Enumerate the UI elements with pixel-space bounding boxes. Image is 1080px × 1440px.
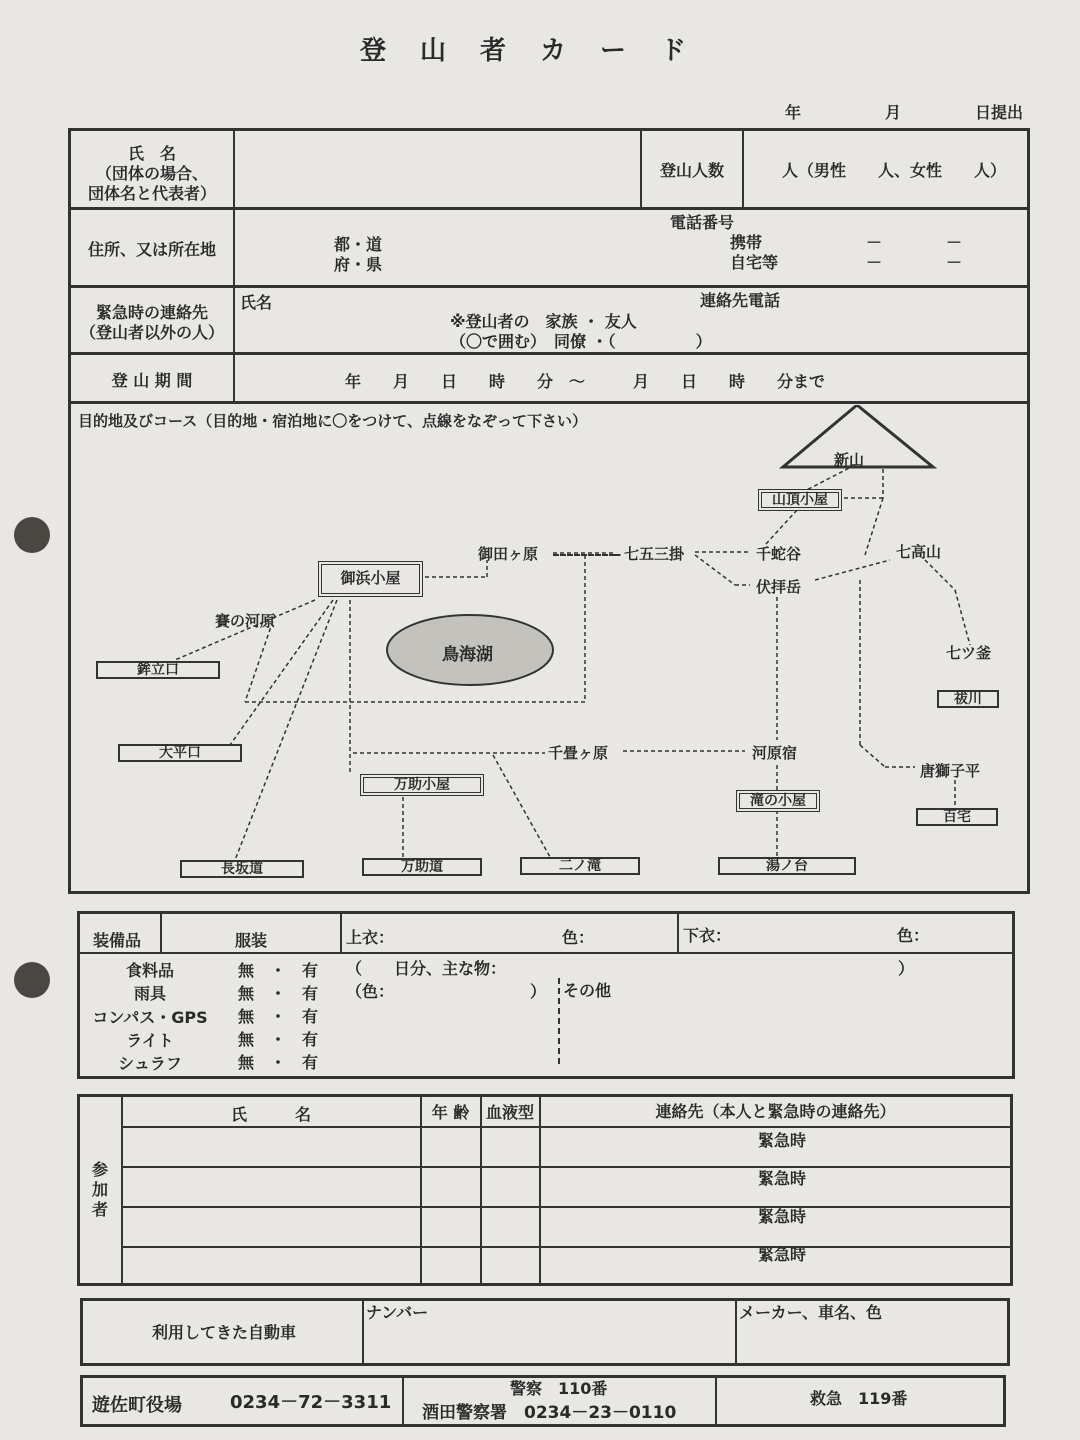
prefecture-option[interactable]: 都・道 (334, 235, 383, 254)
label-karajishi: 唐獅子平 (920, 762, 981, 780)
upper-color-label: 色： (562, 928, 595, 947)
lower-wear-label: 下衣： (683, 926, 732, 945)
item-compass: コンパス・GPS (92, 1008, 208, 1027)
label-shichigosan: 七五三掛 (624, 545, 685, 563)
participant-age-header: 年 齢 (431, 1103, 470, 1122)
car-number-label: ナンバー (366, 1303, 429, 1322)
row-line (122, 1246, 1011, 1248)
item-food: 食料品 (125, 961, 174, 980)
emergency-label: 緊急時 (758, 1169, 807, 1188)
divider (420, 1096, 422, 1284)
place-hokodate[interactable]: 鉾立口 (96, 661, 220, 679)
row-line (70, 352, 1028, 355)
page-title: 登山者カード (359, 36, 720, 66)
label-kawarajuku: 河原宿 (752, 744, 798, 762)
row-line (122, 1166, 1011, 1168)
label-sainokawara: 賽の河原 (215, 612, 276, 630)
emergency-label: 緊急時の連絡先 (95, 303, 208, 322)
place-hyakuzuke[interactable]: 百宅 (916, 808, 998, 826)
emergency-label-sub: （登山者以外の人） (79, 323, 224, 342)
binder-hole (14, 962, 50, 998)
item-sleeping-bag: シュラフ (118, 1054, 182, 1073)
place-mansuke-hut[interactable]: 万助小屋 (360, 774, 484, 796)
item-raingear-choice[interactable]: 無 ・ 有 (238, 984, 319, 1003)
period-field[interactable]: 年 月 日 時 分 ～ 月 日 時 分まで (345, 372, 826, 391)
place-nagasaka[interactable]: 長坂道 (180, 860, 304, 878)
mobile-label: 携帯 (730, 233, 763, 252)
climber-count-label: 登山人数 (659, 161, 724, 180)
item-food-choice[interactable]: 無 ・ 有 (238, 961, 319, 980)
period-label: 登 山 期 間 (111, 371, 193, 390)
label-nanatsugama: 七ツ釜 (946, 644, 992, 662)
emergency-label: 緊急時 (758, 1207, 807, 1226)
date-day: 日提出 (975, 103, 1024, 122)
divider (160, 913, 162, 953)
item-compass-choice[interactable]: 無 ・ 有 (238, 1007, 319, 1026)
place-sancho-hut[interactable]: 山頂小屋 (758, 489, 842, 511)
row-line (122, 1126, 1011, 1128)
participant-blood-header: 血液型 (485, 1103, 534, 1122)
divider (340, 913, 342, 953)
place-ninotaki[interactable]: 二ノ滝 (520, 857, 640, 875)
course-map (75, 405, 1025, 890)
item-food-note[interactable]: （ 日分、主な物： ） (346, 959, 915, 978)
participant-name-header: 氏 名 (230, 1105, 311, 1124)
item-raingear-note[interactable]: （色： ） (346, 982, 547, 1001)
row-line (70, 401, 1028, 404)
car-label: 利用してきた自動車 (152, 1323, 297, 1342)
divider (539, 1096, 541, 1284)
label-mitagahara: 御田ヶ原 (478, 545, 539, 563)
divider (735, 1300, 737, 1364)
town-office-label: 遊佐町役場 (92, 1395, 182, 1416)
prefecture-option[interactable]: 府・県 (334, 255, 383, 274)
item-light-choice[interactable]: 無 ・ 有 (238, 1030, 319, 1049)
item-sleeping-bag-choice[interactable]: 無 ・ 有 (238, 1053, 319, 1072)
place-yunodai[interactable]: 湯ノ台 (718, 857, 856, 875)
place-mihama-hut[interactable]: 御浜小屋 (318, 561, 423, 597)
climber-count-field[interactable]: 人（男性 人、女性 人） (782, 161, 1007, 180)
row-line (70, 207, 1028, 210)
phone-label: 電話番号 (670, 213, 735, 232)
emergency-label: 緊急時 (758, 1131, 807, 1150)
divider (480, 1096, 482, 1284)
name-field[interactable] (236, 132, 638, 206)
place-mansuke-road[interactable]: 万助道 (362, 858, 482, 876)
name-label: 氏 名 (127, 144, 176, 163)
name-label-sub: 団体名と代表者） (87, 184, 216, 203)
divider (677, 913, 679, 953)
place-takinokoya[interactable]: 滝の小屋 (736, 790, 820, 812)
place-hoegawa[interactable]: 祓川 (937, 690, 999, 708)
item-raingear: 雨具 (133, 984, 166, 1003)
participants-label: 参加者 (92, 1160, 109, 1219)
upper-wear-label: 上衣： (346, 928, 395, 947)
mobile-field[interactable]: － － (866, 233, 963, 252)
course-heading: 目的地及びコース（目的地・宿泊地に〇をつけて、点線をなぞって下さい） (78, 412, 587, 430)
emergency-label: 緊急時 (758, 1245, 807, 1264)
label-fushiogami: 伏拝岳 (756, 578, 802, 596)
other-divider (558, 978, 560, 1064)
equipment-label: 装備品 (93, 931, 142, 950)
car-maker-label: メーカー、車名、色 (739, 1303, 883, 1322)
map-peak: 新山 (834, 451, 865, 469)
clothing-label: 服装 (235, 931, 268, 950)
divider (640, 130, 642, 208)
name-label-sub: （団体の場合、 (95, 164, 208, 183)
lower-color-label: 色： (897, 926, 930, 945)
divider (402, 1377, 404, 1425)
home-field[interactable]: － － (866, 253, 963, 272)
place-ohira[interactable]: 大平口 (118, 744, 242, 762)
emergency-name-label: 氏名 (240, 293, 273, 312)
label-divider (233, 130, 235, 402)
relationship-options[interactable]: ※登山者の 家族 ・ 友人 (450, 312, 637, 331)
row-line (79, 952, 1013, 954)
address-label: 住所、又は所在地 (87, 240, 216, 259)
label-nanakou: 七高山 (896, 543, 942, 561)
date-year: 年 (785, 103, 802, 122)
police-station: 酒田警察署 0234－23－0110 (422, 1403, 677, 1423)
item-light: ライト (126, 1031, 174, 1050)
row-line (70, 285, 1028, 288)
police-number: 警察 110番 (510, 1379, 608, 1398)
participant-contact-header: 連絡先（本人と緊急時の連絡先） (655, 1102, 896, 1121)
map-lake: 鳥海湖 (442, 645, 493, 665)
emergency-phone-label: 連絡先電話 (700, 291, 781, 310)
divider (742, 130, 744, 208)
row-line (122, 1206, 1011, 1208)
home-label: 自宅等 (730, 253, 779, 272)
town-office-tel: 0234－72－3311 (230, 1392, 392, 1413)
date-month: 月 (885, 103, 902, 122)
label-senjadani: 千蛇谷 (756, 545, 802, 563)
ambulance-number: 救急 119番 (810, 1389, 908, 1408)
label-sendatami: 千畳ヶ原 (548, 744, 609, 762)
relationship-options[interactable]: （〇で囲む） 同僚 ・（ ） (450, 332, 712, 351)
binder-hole (14, 517, 50, 553)
divider (362, 1300, 364, 1364)
divider (715, 1377, 717, 1425)
other-label: その他 (563, 981, 612, 1000)
